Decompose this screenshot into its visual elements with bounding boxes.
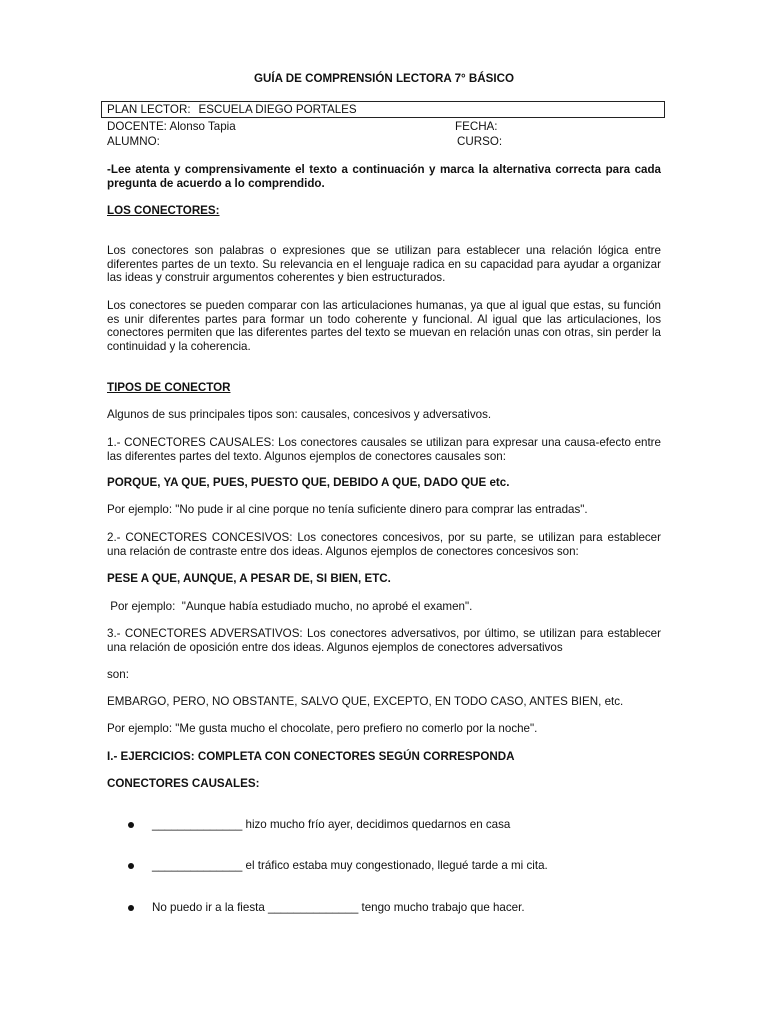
paragraph-causales: 1.- CONECTORES CAUSALES: Los conectores causales se utilizan para expresar una causa-efecto entre las diferentes partes del texto. Algunos ejemplos de conectores causales son: [107,436,661,463]
paragraph-adversativos: 3.- CONECTORES ADVERSATIVOS: Los conectores adversativos, por último, se utilizan para establecer una relación de oposición entre dos ideas. Algunos ejemplos de conectores adversativos [107,627,661,654]
document-title: GUÍA DE COMPRENSIÓN LECTORA 7° BÁSICO [254,72,514,85]
paragraph-concesivos: 2.- CONECTORES CONCESIVOS: Los conectores concesivos, por su parte, se utilizan para establecer una relación de contraste entre dos ideas. Algunos ejemplos de conectores concesivos son: [107,531,661,558]
causales-example: Por ejemplo: "No pude ir al cine porque no tenía suficiente dinero para comprar las entradas". [107,503,588,516]
fecha-field: FECHA: [455,120,498,133]
paragraph-definition: Los conectores son palabras o expresiones que se utilizan para establecer una relación lógica entre diferentes partes de un texto. Su relevancia en el lenguaje radica en su capacidad para ayudar a organizar las ideas y construir argumentos coherentes y bien estructurados. [107,244,661,285]
adversativos-example: Por ejemplo: "Me gusta mucho el chocolate, pero prefiero no comerlo por la noche". [107,722,538,735]
instruction-text: -Lee atenta y comprensivamente el texto a continuación y marca la alternativa correcta para cada pregunta de acuerdo a lo comprendido. [107,163,661,190]
section-heading-tipos: TIPOS DE CONECTOR [107,381,231,394]
exercises-heading: I.- EJERCICIOS: COMPLETA CON CONECTORES SEGÚN CORRESPONDA [107,750,515,763]
exercise-item: No puedo ir a la fiesta ______________ tengo mucho trabajo que hacer. [152,901,525,914]
alumno-field: ALUMNO: [107,135,160,148]
curso-field: CURSO: [457,135,503,148]
plan-lector-label: PLAN LECTOR: [107,103,191,116]
exercise-item: ______________ hizo mucho frío ayer, decidimos quedarnos en casa [152,818,511,831]
bullet-icon [128,905,134,911]
concesivos-example: Por ejemplo: "Aunque había estudiado mucho, no aprobé el examen". [107,600,473,613]
bullet-icon [128,822,134,828]
adversativos-son: son: [107,668,129,681]
exercise-item: ______________ el tráfico estaba muy congestionado, llegué tarde a mi cita. [152,859,548,872]
bullet-icon [128,863,134,869]
docente-field: DOCENTE: Alonso Tapia [107,120,236,133]
adversativos-list: EMBARGO, PERO, NO OBSTANTE, SALVO QUE, EXCEPTO, EN TODO CASO, ANTES BIEN, etc. [107,695,624,708]
tipos-intro: Algunos de sus principales tipos son: causales, concesivos y adversativos. [107,408,492,421]
exercises-subheading: CONECTORES CAUSALES: [107,777,260,790]
section-heading-conectores: LOS CONECTORES: [107,204,220,217]
concesivos-list: PESE A QUE, AUNQUE, A PESAR DE, SI BIEN, ETC. [107,572,391,585]
causales-list: PORQUE, YA QUE, PUES, PUESTO QUE, DEBIDO A QUE, DADO QUE etc. [107,476,510,489]
plan-lector-line [107,103,357,117]
paragraph-articulaciones: Los conectores se pueden comparar con las articulaciones humanas, ya que al igual que estas, su función es unir diferentes partes para formar un todo coherente y funcional. Al igual que las articulaciones, los conectores permiten que las diferentes partes del texto se muevan en relación unas con otras, sin perder la continuidad y la coherencia. [107,299,661,353]
plan-lector-value: ESCUELA DIEGO PORTALES [198,103,357,116]
